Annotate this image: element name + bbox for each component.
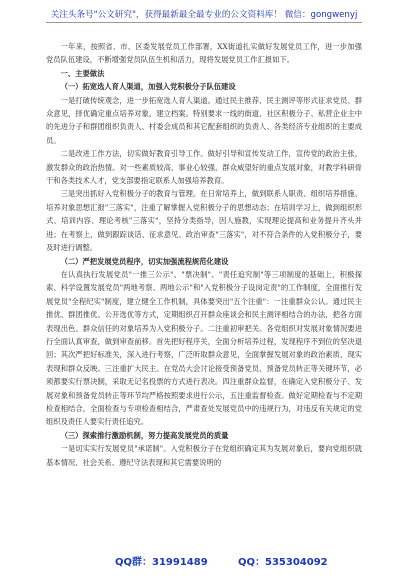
body-paragraph: 一是打破传统观念，进一步拓宽选人育人渠道。通过民主推荐、民主测评等形式征求党员、群众意见，择优确定重点培养对象，建立档案。特别要求一线的街道、社区积极分子、私营企业主中的先进分子和群团组织负责人、村委会成员和其它配套组织的负责人、各类经济专业组织的主要成员。 [46, 95, 362, 145]
page-footer [0, 553, 408, 573]
section-heading-main-practices: 一、主要做法 [60, 68, 105, 78]
document-body [46, 40, 362, 469]
header-divider [46, 22, 362, 23]
page-header [0, 0, 408, 28]
header-promo-text[interactable]: 关注头条号"公文研究"，获得最新最全最专业的公文资料库！ 微信：gongwenyj [50, 10, 358, 20]
qq-contact: QQ：535304092 [238, 557, 328, 568]
qq-group-contact: QQ群：31991489 [115, 557, 208, 568]
body-paragraph: 一是切实实行发展党员"承诺制"。入党积极分子在党组织确定其为发展对象后，要向党组织就基本情况、社会关系、遵纪守法表现和其它需要说明的 [46, 444, 362, 467]
subsection-heading-3: （三）探索推行激励机制，努力提高发展党员的质量 [60, 430, 229, 440]
body-paragraph: 在认真执行发展党员"一推三公示"、"票决制"、"责任追究制"等三项制度的基础上，积极探索、科学设置发展党员"两地考察、两地公示"和"入党积极分子设岗定责"的工作制度，全面推行发展党员"全程纪实"制度，建立健全工作机制，具体要突出"五个注重"：一注重群众公认。通过民主推优、群团推优、公开选优等方式，定期组织召开群众座谈会和民主测评相结合的办法，把各方面表现出色、群众信任的对象培养为入党积极分子。二注重初审把关。各党组织对发展对象情况要进行全面认真审查，做到审查前移。首先把好程序关，全面分析培养过程，发现程序不到位的坚决退回；其次严把好标准关，深入进行考察，广泛听取群众意见，全面掌握发展对象的政治素质、现实表现和群众反映。三注重扩大民主。在党员大会讨论接受预备党员、预备党员转正等关键环节，必须都要实行票决制，采取无记名投票的方式进行表决。四注重群众监督，在确定入党积极分子、发展对象和预备党员转正等环节均严格按照要求进行公示，五注重监督检查。做好定期检查与不定期检查相结合，全面检查与专项检查相结合，严肃查处发展党员中的违规行为，对违反有关规定的党组织及责任人要实行责任追究。 [46, 269, 362, 427]
body-paragraph: 二是改进工作方法，切实做好教育引导工作。做好引导和宣传发动工作，宣传党的政治主张，激发群众的政治热情。对一些素质较高、事业心较强、群众威望好的重点发展对象，对教学科研骨干和各类技术人才，党支部要指定联系人加强培养教育。 [46, 149, 362, 186]
body-paragraph: 三是突出抓好入党积极分子的教育与管理。在日常培养上，做到联系人职责、组织培养措施、培养对象思想汇报"三落实"，注重了解掌握入党积极分子的思想动态；在培训学习上，做到组织形式、培训内容、理论考核"三落实"，坚持分类指导，因人施教，实现理论提高和业务提升齐头并进；在考察上，做到跟踪谈话、征求意见、政治审查"三落实"，对不符合条件的入党积极分子，要及时进行调整。 [46, 189, 362, 253]
subsection-heading-2: （二）严把发展党员程序，切实加强流程规范化建设 [60, 256, 229, 266]
subsection-heading-1: （一）拓宽选人育人渠道，加强入党积极分子队伍建设 [60, 82, 236, 92]
intro-paragraph: 一年来，按照省、市、区委发展党员工作部署，XX街道扎实做好发展党员工作，进一步加强党员队伍建设，不断增强党员队伍生机和活力，现将发展党员工作汇报如下。 [46, 42, 362, 65]
